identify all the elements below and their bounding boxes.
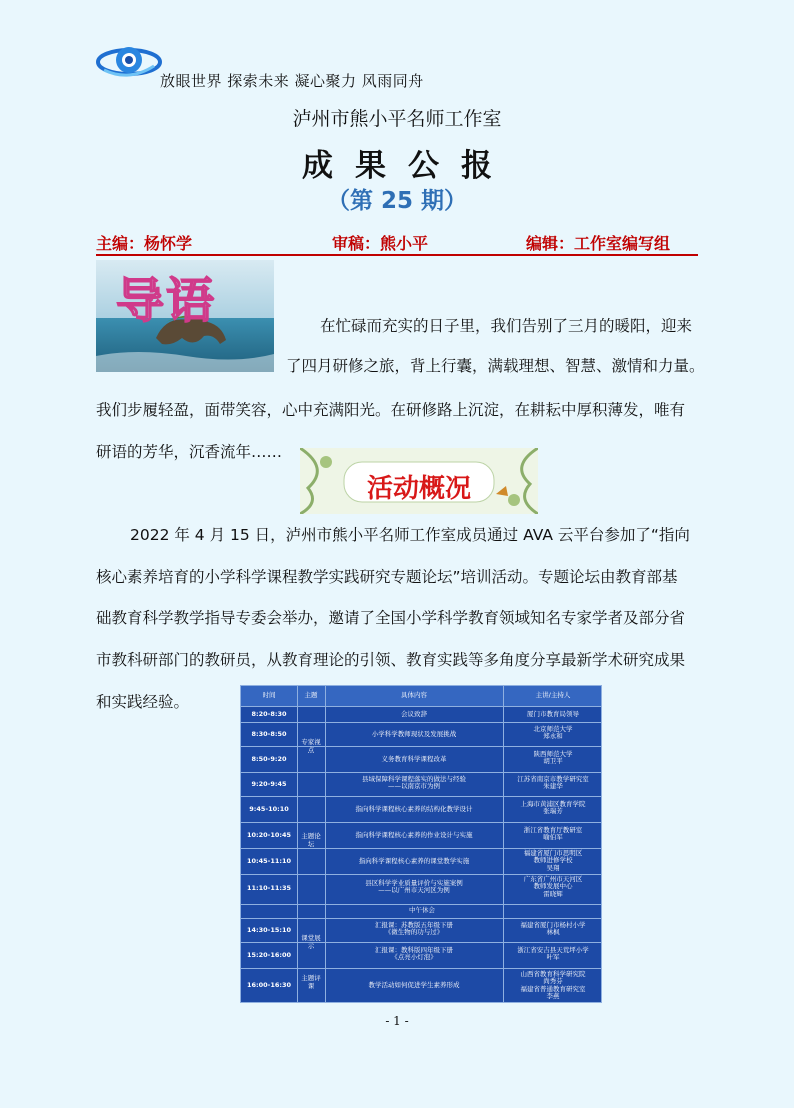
editor-credit: 主编：杨怀学 (96, 234, 193, 253)
theme-class-demo: 课堂展示 (301, 934, 321, 951)
row-content: 指向科学课程核心素养的课堂教学实施 (358, 857, 470, 865)
theme-forum: 主题论坛 (301, 832, 321, 849)
intro-line-4: 研语的芳华，沉香流年…… (96, 443, 283, 461)
row-speaker: 江苏省南京市教学研究室 朱建华 (517, 775, 589, 791)
row-time: 9:20-9:45 (251, 780, 287, 788)
row-content: 汇报课：苏教版五年级下册 《微生物的功与过》 (375, 921, 453, 937)
row-time: 8:50-9:20 (251, 755, 287, 763)
header-speaker: 主讲/主持人 (535, 691, 571, 699)
row-speaker: 厦门市教育局领导 (527, 710, 579, 718)
row-time: 10:20-10:45 (246, 831, 292, 839)
row-speaker: 陕西师范大学 胡卫平 (533, 750, 573, 766)
intro-image-text: 导语 (116, 273, 217, 329)
row-speaker: 北京师范大学 郑永和 (533, 725, 573, 741)
row-time: 10:45-11:10 (246, 857, 292, 865)
intro-line-3: 我们步履轻盈，面带笑容，心中充满阳光。在研修路上沉淀，在耕耘中厚积薄发，唯有 (96, 401, 686, 419)
schedule-table (240, 685, 602, 1003)
report-title: 成果公报 (302, 148, 514, 184)
theme-review: 主题评课 (301, 974, 321, 991)
row-content: 指向科学课程核心素养的结构化教学设计 (355, 805, 473, 813)
intro-image (96, 260, 274, 372)
row-time: 8:20-8:30 (251, 710, 287, 718)
row-content: 汇报课：教科版四年级下册 《点亮小灯泡》 (375, 946, 453, 962)
row-speaker: 福建省厦门市思明区 教师进修学校 吴翔 (523, 849, 583, 872)
slogan: 放眼世界 探索未来 凝心聚力 风雨同舟 (160, 72, 424, 90)
row-content: 小学科学教师现状及发展挑战 (371, 730, 457, 738)
row-speaker: 福建省厦门市杨村小学 林枫 (520, 921, 586, 937)
header-theme: 主题 (304, 691, 318, 699)
row-time: 15:20-16:00 (246, 951, 292, 959)
row-time: 8:30-8:50 (251, 730, 287, 738)
row-time: 14:30-15:10 (246, 926, 292, 934)
row-time: 9:45-10:10 (249, 805, 289, 813)
row-speaker: 广东省广州市天河区 教师发展中心 雷晓辉 (523, 875, 583, 898)
issue-number: （第 25 期） (326, 188, 468, 214)
header-time: 时间 (262, 691, 276, 699)
activity-line-1: 2022 年 4 月 15 日，泸州市熊小平名师工作室成员通过 AVA 云平台参加了“指向 (130, 526, 690, 544)
reviewer-credit: 审稿：熊小平 (332, 234, 429, 253)
row-speaker: 浙江省教育厅教研室 喻伯军 (523, 826, 583, 842)
activity-line-5: 和实践经验。 (96, 693, 190, 711)
row-content: 教学活动如何促进学生素养形成 (368, 981, 460, 989)
row-break: 中午休会 (409, 906, 435, 914)
row-content: 指向科学课程核心素养的作业设计与实施 (355, 831, 473, 839)
row-speaker: 浙江省安吉县天荒坪小学 叶军 (517, 946, 589, 962)
row-time: 11:10-11:35 (246, 884, 292, 892)
compiler-credit: 编辑：工作室编写组 (526, 234, 671, 253)
row-content: 义务教育科学课程改革 (381, 755, 447, 763)
theme-expert-view: 专家视点 (301, 738, 321, 755)
row-time: 16:00-16:30 (246, 981, 292, 989)
row-content: 县区科学学业质量评价与实施案例 ——以广州市天河区为例 (365, 879, 463, 895)
activity-line-2: 核心素养培育的小学科学课程教学实践研究专题论坛”培训活动。专题论坛由教育部基 (96, 568, 678, 586)
intro-line-1: 在忙碌而充实的日子里，我们告别了三月的暖阳，迎来 (320, 317, 693, 335)
activity-line-4: 市教科研部门的教研员，从教育理论的引领、教育实践等多角度分享最新学术研究成果 (96, 651, 686, 669)
row-content: 会议致辞 (401, 710, 427, 718)
row-speaker: 上海市黄浦区教育学院 张瑞芳 (520, 800, 586, 816)
intro-line-2: 了四月研修之旅，背上行囊，满载理想、智慧、激情和力量。 (286, 357, 705, 375)
eye-globe-logo-icon (96, 40, 162, 82)
activity-banner-title: 活动概况 (366, 474, 471, 504)
page-number: - 1 - (385, 1014, 409, 1028)
studio-name: 泸州市熊小平名师工作室 (292, 108, 502, 130)
row-content: 县域保障科学课程落实的做法与经验 ——以南京市为例 (362, 775, 466, 791)
row-speaker: 山西省教育科学研究院 尚秀芬 福建省普通教育研究室 李燕 (520, 970, 586, 1001)
credits-line (96, 230, 698, 256)
activity-line-3: 础教育科学教学指导专委会举办，邀请了全国小学科学教育领域知名专家学者及部分省 (96, 609, 686, 627)
header-content: 具体内容 (401, 691, 427, 699)
